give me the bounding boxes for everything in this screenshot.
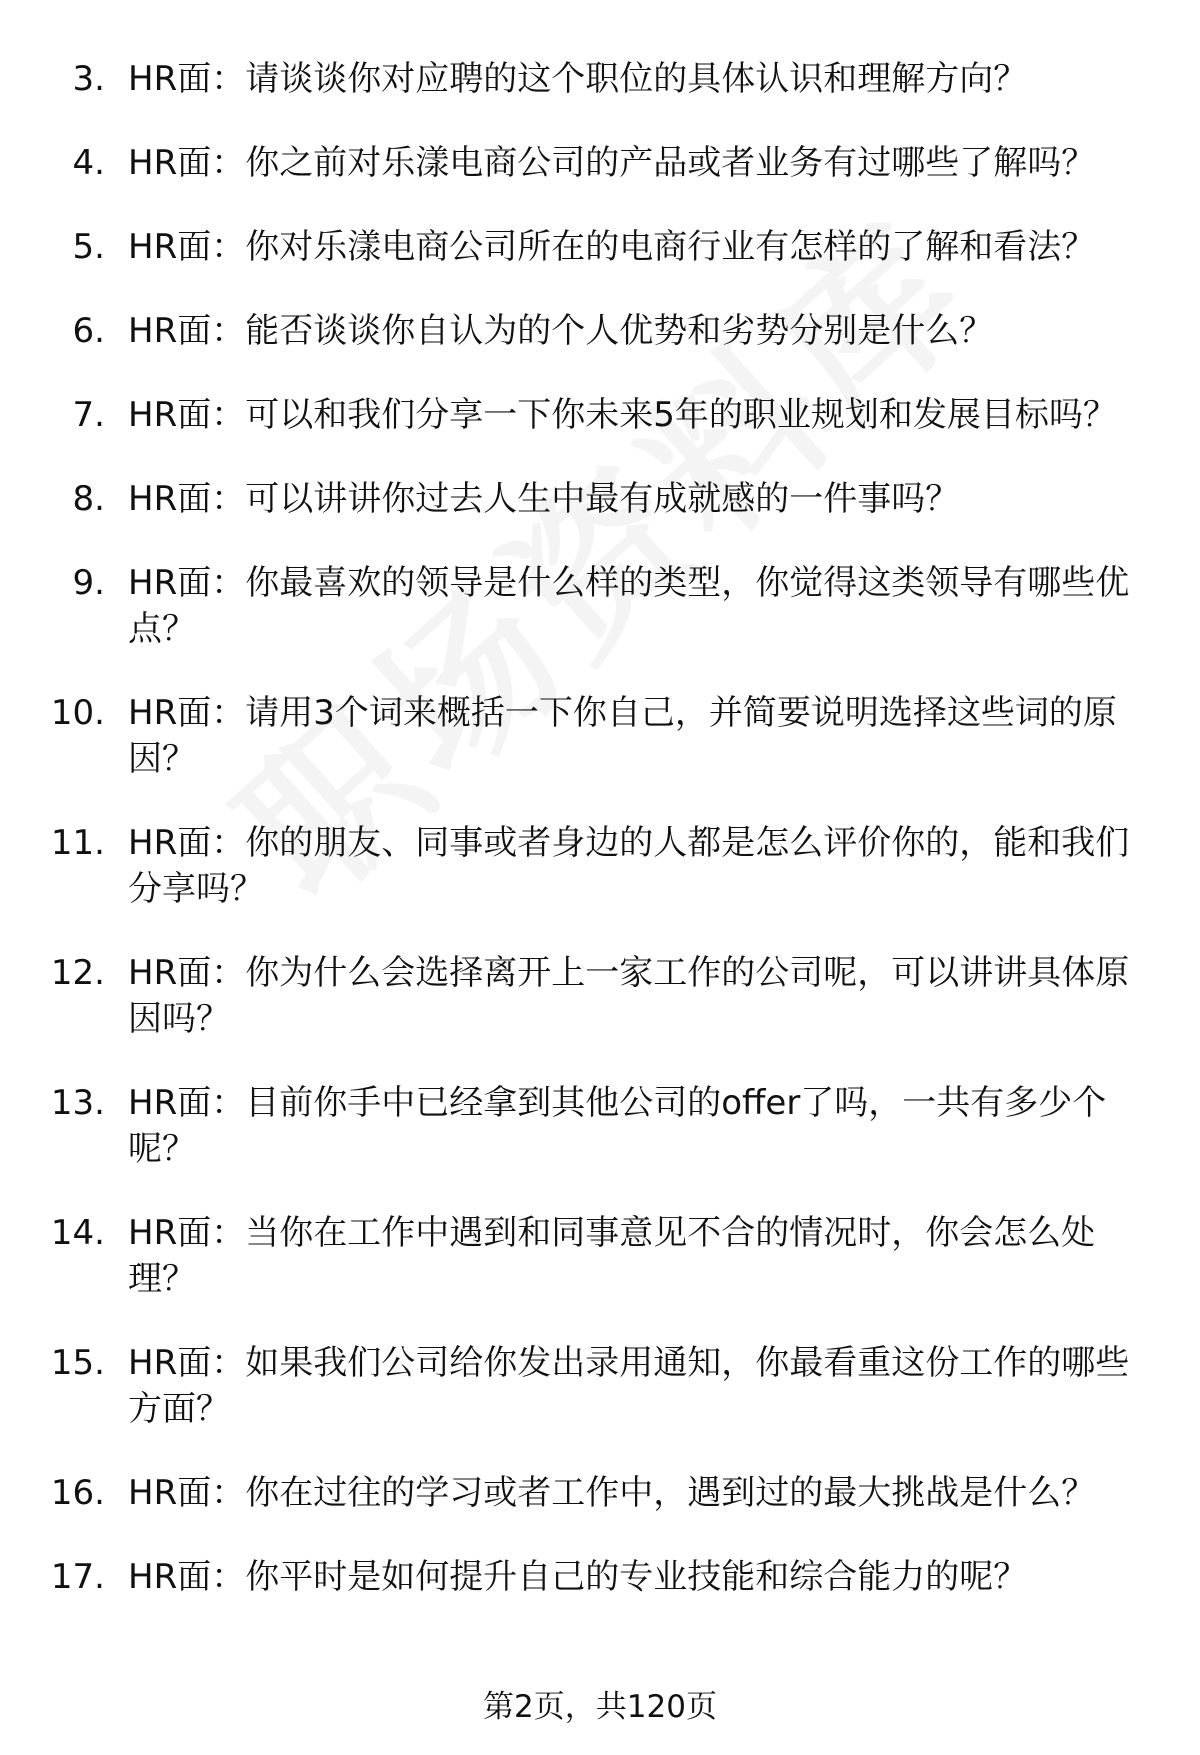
question-text: HR面：你之前对乐漾电商公司的产品或者业务有过哪些了解吗？	[128, 143, 1096, 183]
list-item	[0, 1080, 1200, 1172]
list-item	[0, 690, 1200, 782]
question-number: 12.	[50, 953, 105, 993]
question-number: 15.	[50, 1343, 105, 1383]
question-number: 11.	[50, 823, 105, 863]
question-text: HR面：你为什么会选择离开上一家工作的公司呢，可以讲讲具体原因吗？	[128, 953, 1130, 1039]
question-number: 4.	[72, 143, 105, 183]
question-text: HR面：目前你手中已经拿到其他公司的offer了吗，一共有多少个呢？	[128, 1083, 1107, 1169]
list-item	[0, 1470, 1200, 1516]
list-item	[0, 392, 1200, 438]
question-text: HR面：请用3个词来概括一下你自己，并简要说明选择这些词的原因？	[128, 693, 1117, 779]
question-number: 14.	[50, 1213, 105, 1253]
question-text: HR面：如果我们公司给你发出录用通知，你最看重这份工作的哪些方面？	[128, 1343, 1130, 1429]
question-number: 8.	[72, 479, 105, 519]
list-item	[0, 224, 1200, 270]
list-item	[0, 1210, 1200, 1302]
question-text: HR面：可以讲讲你过去人生中最有成就感的一件事吗？	[128, 479, 960, 519]
list-item	[0, 560, 1200, 652]
question-number: 10.	[50, 693, 105, 733]
page-footer: 第2页，共120页	[483, 1689, 717, 1725]
question-text: HR面：请谈谈你对应聘的这个职位的具体认识和理解方向？	[128, 59, 1028, 99]
question-list	[0, 56, 1200, 1638]
question-number: 9.	[72, 563, 105, 603]
list-item	[0, 476, 1200, 522]
question-number: 17.	[50, 1557, 105, 1597]
question-text: HR面：当你在工作中遇到和同事意见不合的情况时，你会怎么处理？	[128, 1213, 1096, 1299]
list-item	[0, 140, 1200, 186]
list-item	[0, 56, 1200, 102]
list-item	[0, 1340, 1200, 1432]
question-number: 7.	[72, 395, 105, 435]
question-text: HR面：你最喜欢的领导是什么样的类型，你觉得这类领导有哪些优点？	[128, 563, 1130, 649]
list-item	[0, 308, 1200, 354]
question-text: HR面：你在过往的学习或者工作中，遇到过的最大挑战是什么？	[128, 1473, 1096, 1513]
question-number: 5.	[72, 227, 105, 267]
question-number: 6.	[72, 311, 105, 351]
question-text: HR面：你平时是如何提升自己的专业技能和综合能力的呢？	[128, 1557, 1028, 1597]
list-item	[0, 820, 1200, 912]
question-text: HR面：能否谈谈你自认为的个人优势和劣势分别是什么？	[128, 311, 994, 351]
question-text: HR面：可以和我们分享一下你未来5年的职业规划和发展目标吗？	[128, 395, 1117, 435]
question-number: 3.	[72, 59, 105, 99]
list-item	[0, 1554, 1200, 1600]
question-number: 16.	[50, 1473, 105, 1513]
question-text: HR面：你的朋友、同事或者身边的人都是怎么评价你的，能和我们分享吗？	[128, 823, 1130, 909]
question-number: 13.	[50, 1083, 105, 1123]
question-text: HR面：你对乐漾电商公司所在的电商行业有怎样的了解和看法？	[128, 227, 1096, 267]
list-item	[0, 950, 1200, 1042]
